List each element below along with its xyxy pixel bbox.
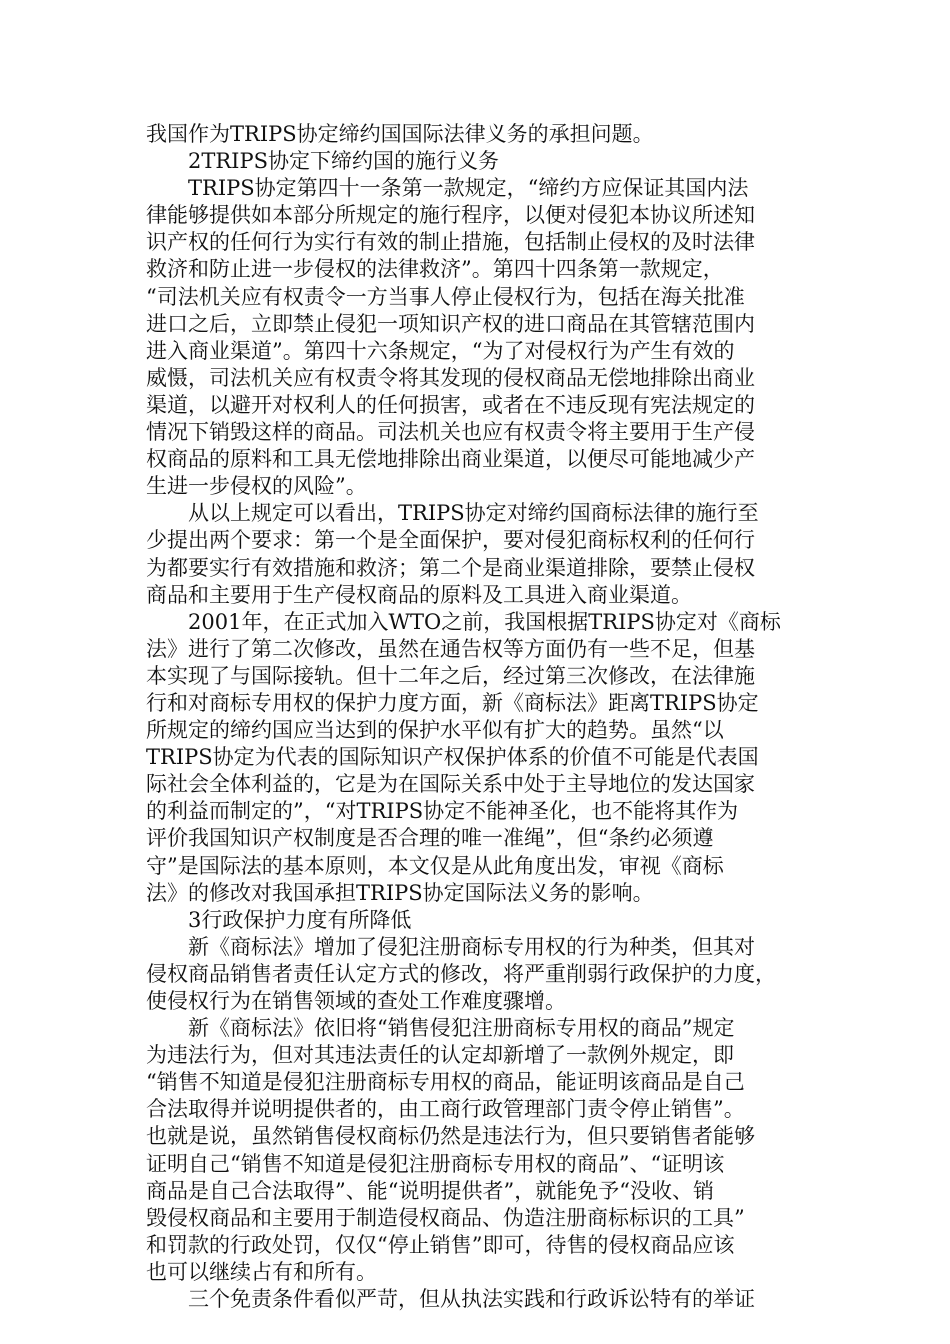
text-line: 法》进行了第二次修改，虽然在通告权等方面仍有一些不足，但基: [146, 636, 755, 661]
text-line: “司法机关应有权责令一方当事人停止侵权行为，包括在海关批准: [146, 284, 745, 309]
text-line: 救济和防止进一步侵权的法律救济”。第四十四条第一款规定，: [146, 257, 724, 282]
text-line: 2TRIPS协定下缔约国的施行义务: [188, 149, 499, 174]
text-line: 为违法行为，但对其违法责任的认定却新增了一款例外规定，即: [146, 1043, 734, 1068]
text-line: 新《商标法》依旧将“销售侵犯注册商标专用权的商品”规定: [188, 1016, 735, 1041]
text-line: 行和对商标专用权的保护力度方面，新《商标法》距离TRIPS协定: [146, 690, 759, 715]
text-line: 进入商业渠道”。第四十六条规定，“为了对侵权行为产生有效的: [146, 338, 735, 363]
text-line: 商品和主要用于生产侵权商品的原料及工具进入商业渠道。: [146, 582, 692, 607]
text-line: 使侵权行为在销售领域的查处工作难度骤增。: [146, 989, 566, 1013]
text-line: 证明自己“销售不知道是侵犯注册商标专用权的商品”、“证明该: [146, 1151, 725, 1176]
text-line: 生进一步侵权的风险”。: [146, 474, 367, 499]
text-line: 律能够提供如本部分所规定的施行程序，以便对侵犯本协议所述知: [146, 203, 755, 228]
text-line: 为都要实行有效措施和救济；第二个是商业渠道排除，要禁止侵权: [146, 555, 755, 580]
text-line: “销售不知道是侵犯注册商标专用权的商品，能证明该商品是自己: [146, 1070, 745, 1095]
text-line: 少提出两个要求：第一个是全面保护，要对侵犯商标权利的任何行: [146, 528, 755, 553]
text-line: 情况下销毁这样的商品。司法机关也应有权责令将主要用于生产侵: [146, 420, 755, 445]
text-line: 威慑，司法机关应有权责令将其发现的侵权商品无偿地排除出商业: [146, 365, 755, 390]
text-line: 和罚款的行政处罚，仅仅“停止销售”即可，待售的侵权商品应该: [146, 1232, 735, 1257]
text-line: 新《商标法》增加了侵犯注册商标专用权的行为种类，但其对: [188, 934, 755, 959]
text-line: 从以上规定可以看出，TRIPS协定对缔约国商标法律的施行至: [188, 501, 759, 526]
text-line: 进口之后，立即禁止侵犯一项知识产权的进口商品在其管辖范围内: [146, 311, 755, 336]
text-line: 守”是国际法的基本原则，本文仅是从此角度出发，审视《商标: [146, 853, 724, 878]
text-line: 评价我国知识产权制度是否合理的唯一准绳”，但“条约必须遵: [146, 826, 714, 851]
text-line: 三个免责条件看似严苛，但从执法实践和行政诉讼特有的举证: [188, 1287, 755, 1312]
text-line: TRIPS协定为代表的国际知识产权保护体系的价值不可能是代表国: [146, 745, 759, 770]
text-line: 也就是说，虽然销售侵权商标仍然是违法行为，但只要销售者能够: [146, 1124, 755, 1149]
text-line: 3行政保护力度有所降低: [188, 907, 412, 932]
text-line: 毁侵权商品和主要用于制造侵权商品、伪造注册商标标识的工具”: [146, 1205, 745, 1230]
text-line: 法》的修改对我国承担TRIPS协定国际法义务的影响。: [146, 880, 654, 905]
document-body: [146, 121, 806, 1313]
text-line: 本实现了与国际接轨。但十二年之后，经过第三次修改，在法律施: [146, 663, 755, 688]
text-line: 际社会全体利益的，它是为在国际关系中处于主导地位的发达国家: [146, 772, 755, 797]
text-line: TRIPS协定第四十一条第一款规定，“缔约方应保证其国内法: [188, 176, 749, 201]
text-line: 的利益而制定的”，“对TRIPS协定不能神圣化，也不能将其作为: [146, 799, 739, 824]
text-line: 我国作为TRIPS协定缔约国国际法律义务的承担问题。: [146, 122, 654, 146]
text-line: 识产权的任何行为实行有效的制止措施，包括制止侵权的及时法律: [146, 230, 755, 255]
text-line: 权商品的原料和工具无偿地排除出商业渠道，以便尽可能地减少产: [146, 447, 755, 472]
text-line: 商品是自己合法取得”、能“说明提供者”，就能免予“没收、销: [146, 1178, 714, 1203]
text-line: 所规定的缔约国应当达到的保护水平似有扩大的趋势。虽然“以: [146, 718, 724, 743]
text-line: 合法取得并说明提供者的，由工商行政管理部门责令停止销售”。: [146, 1097, 745, 1122]
text-line: 渠道，以避开对权利人的任何损害，或者在不违反现有宪法规定的: [146, 392, 755, 417]
text-line: 2001年，在正式加入WTO之前，我国根据TRIPS协定对《商标: [188, 609, 781, 634]
text-line: 也可以继续占有和所有。: [146, 1259, 377, 1284]
text-line: 侵权商品销售者责任认定方式的修改，将严重削弱行政保护的力度，: [146, 961, 776, 986]
